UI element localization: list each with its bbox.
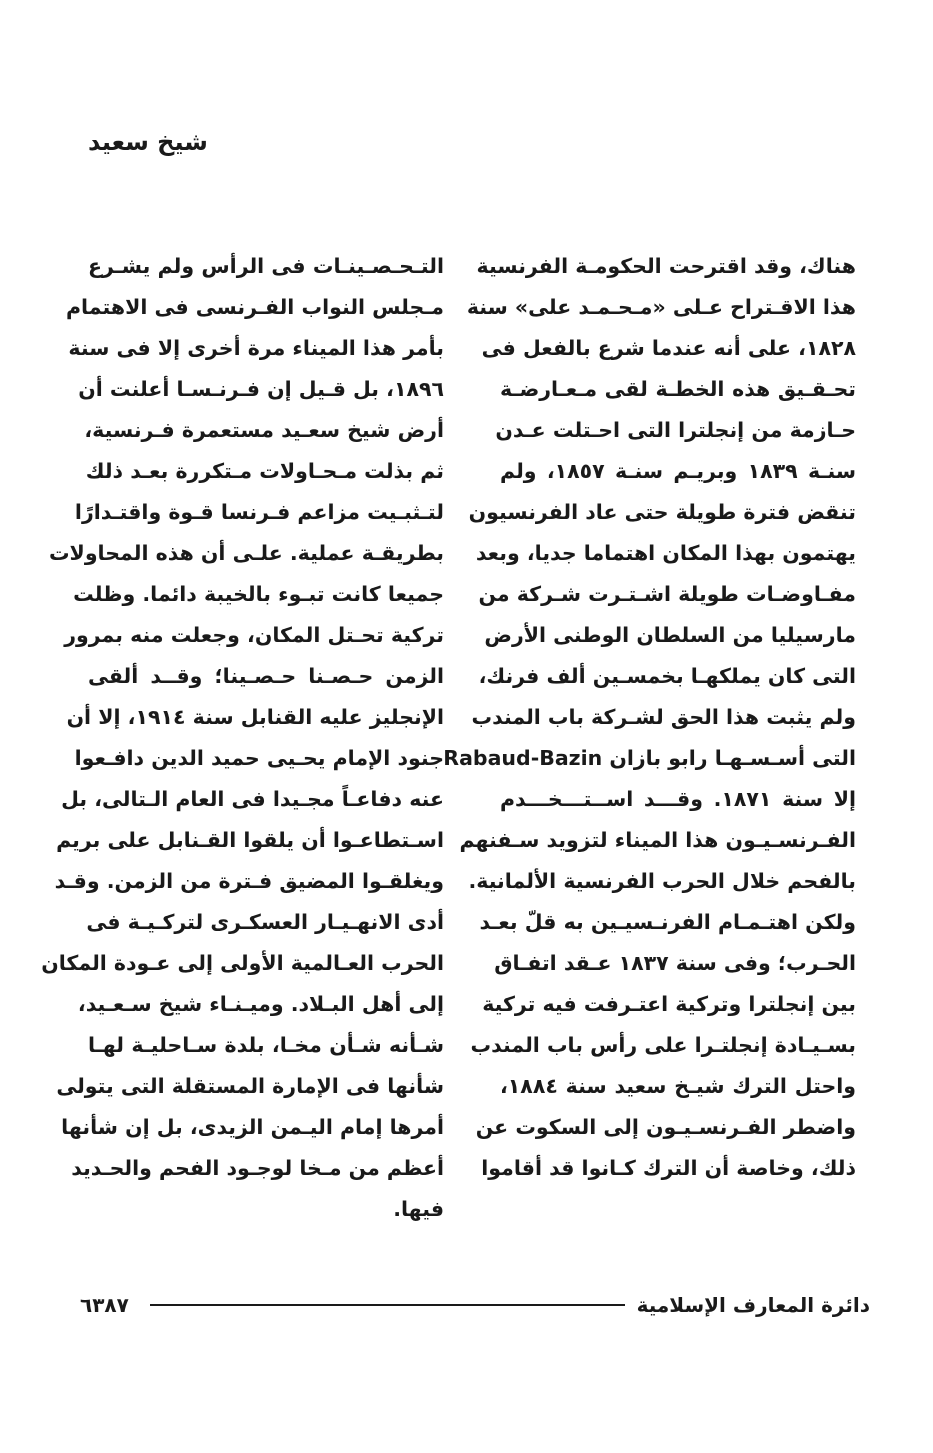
text-line: تركية تحـتل المكان، وجعلت منه بمرور <box>64 623 444 647</box>
text-line: واحتل الترك شيـخ سعيد سنة ١٨٨٤، <box>500 1074 856 1098</box>
text-line: شـأنه شـأن مخـا، بلدة سـاحليـة لهـا <box>88 1033 444 1057</box>
text-line: يهتمون بهذا المكان اهتماما جديا، وبعد <box>475 541 856 565</box>
running-header-title: شيخ سعيد <box>88 128 208 156</box>
text-line: أرض شيخ سعـيد مستعمرة فـرنسية، <box>84 418 444 442</box>
text-line: الحـرب؛ وفى سنة ١٨٣٧ عـقد اتفـاق <box>494 951 856 975</box>
text-line: هذا الاقـتراح عـلى «مـحـمـد على» سنة <box>466 295 856 319</box>
text-line: أدى الانهـيـار العسكـرى لتركـيـة فى <box>86 910 444 934</box>
text-line: لتـثبـيت مزاعم فـرنسا قـوة واقتـدارًا <box>74 500 444 524</box>
text-line: واضطر الفـرنسـيـون إلى السكوت عن <box>475 1115 856 1139</box>
text-line: التى كان يملكهـا بخمسـين ألف فرنك، <box>478 664 856 688</box>
page-footer <box>80 1290 870 1320</box>
text-line: عنه دفاعـاً مجـيدا فى العام الـتالى، بل <box>61 787 444 811</box>
page-number: ٦٣٨٧ <box>80 1293 129 1317</box>
text-line: ثم بذلت مـحـاولات مـتكررة بعـد ذلك <box>85 459 444 483</box>
text-line: بأمر هذا الميناء مرة أخرى إلا فى سنة <box>68 336 444 360</box>
text-line: اسـتطاعـوا أن يلقوا القـنابل على بريم <box>56 828 444 852</box>
text-line: ذلك، وخاصة أن الترك كـانوا قد أقاموا <box>481 1156 856 1180</box>
text-line: جميعا كانت تبـوء بالخيبة دائما. وظلت <box>73 582 444 606</box>
text-line: هناك، وقد اقترحت الحكومـة الفرنسية <box>476 254 856 278</box>
text-line: الفـرنسـيـون هذا الميناء لتزويد سـفنهم <box>459 828 856 852</box>
text-line: تنقض فترة طويلة حتى عاد الفرنسيون <box>468 500 856 524</box>
text-line: فيها. <box>393 1197 444 1221</box>
text-line: تحـقـيق هذه الخطـة لقى مـعـارضـة <box>500 377 856 401</box>
text-line: مـجلس النواب الفـرنسى فى الاهتمام <box>66 295 444 319</box>
text-line: ١٨٢٨، على أنه عندما شرع بالفعل فى <box>481 336 856 360</box>
text-line: أمرها إمام اليـمن الزيدى، بل إن شأنها <box>61 1115 444 1139</box>
footer-rule <box>150 1304 625 1306</box>
text-line: الزمن حـصـنا حـصـينا؛ وقــد ألقى <box>88 664 444 688</box>
text-line: أعظم من مـخا لوجـود الفحم والحـديد <box>71 1156 444 1180</box>
text-line: بسـيـادة إنجلتـرا على رأس باب المندب <box>470 1033 856 1057</box>
text-line: بالفحم خلال الحرب الفرنسية الألمانية. <box>468 869 856 893</box>
text-line: مارسيليا من السلطان الوطنى الأرض <box>484 623 856 647</box>
text-line: مفـاوضـات طويلة اشـتـرت شـركة من <box>478 582 856 606</box>
text-line: بين إنجلترا وتركية اعتـرفت فيه تركية <box>482 992 856 1016</box>
text-line: إلى أهل البـلاد. وميـنـاء شيخ سـعـيد، <box>77 992 444 1016</box>
text-line: الحرب العـالمية الأولى إلى عـودة المكان <box>41 951 444 975</box>
text-line: حـازمة من إنجلترا التى احـتلت عـدن <box>495 418 856 442</box>
text-line: جنود الإمام يحـيى حميد الدين دافـعوا <box>74 746 444 770</box>
text-line: ولكن اهتـمـام الفرنـسيـين به قلّ بعـد <box>479 910 856 934</box>
text-line: ولم يثبت هذا الحق لشـركة باب المندب <box>471 705 856 729</box>
text-line: التـحـصـينـات فى الرأس ولم يشـرع <box>88 254 444 278</box>
journal-title: دائرة المعارف الإسلامية <box>636 1293 870 1317</box>
text-line: إلا سنة ١٨٧١. وقـــد اســتـــخـــدم <box>500 787 856 811</box>
text-line: شأنها فى الإمارة المستقلة التى يتولى <box>56 1074 444 1098</box>
text-line: التى أسـسـهـا رابو بازان Rabaud-Bazin <box>443 746 856 770</box>
text-line: ويغلقـوا المضيق فـترة من الزمن. وقـد <box>54 869 444 893</box>
left-text-column <box>41 246 444 1230</box>
text-line: ١٨٩٦، بل قـيل إن فـرنـسـا أعلنت أن <box>78 377 444 401</box>
text-line: الإنجليز عليه القنابل سنة ١٩١٤، إلا أن <box>66 705 444 729</box>
text-line: سنـة ١٨٣٩ وبريـم سنـة ١٨٥٧، ولم <box>500 459 856 483</box>
right-text-column <box>443 246 856 1189</box>
text-line: بطريقـة عملية. علـى أن هذه المحاولات <box>48 541 444 565</box>
